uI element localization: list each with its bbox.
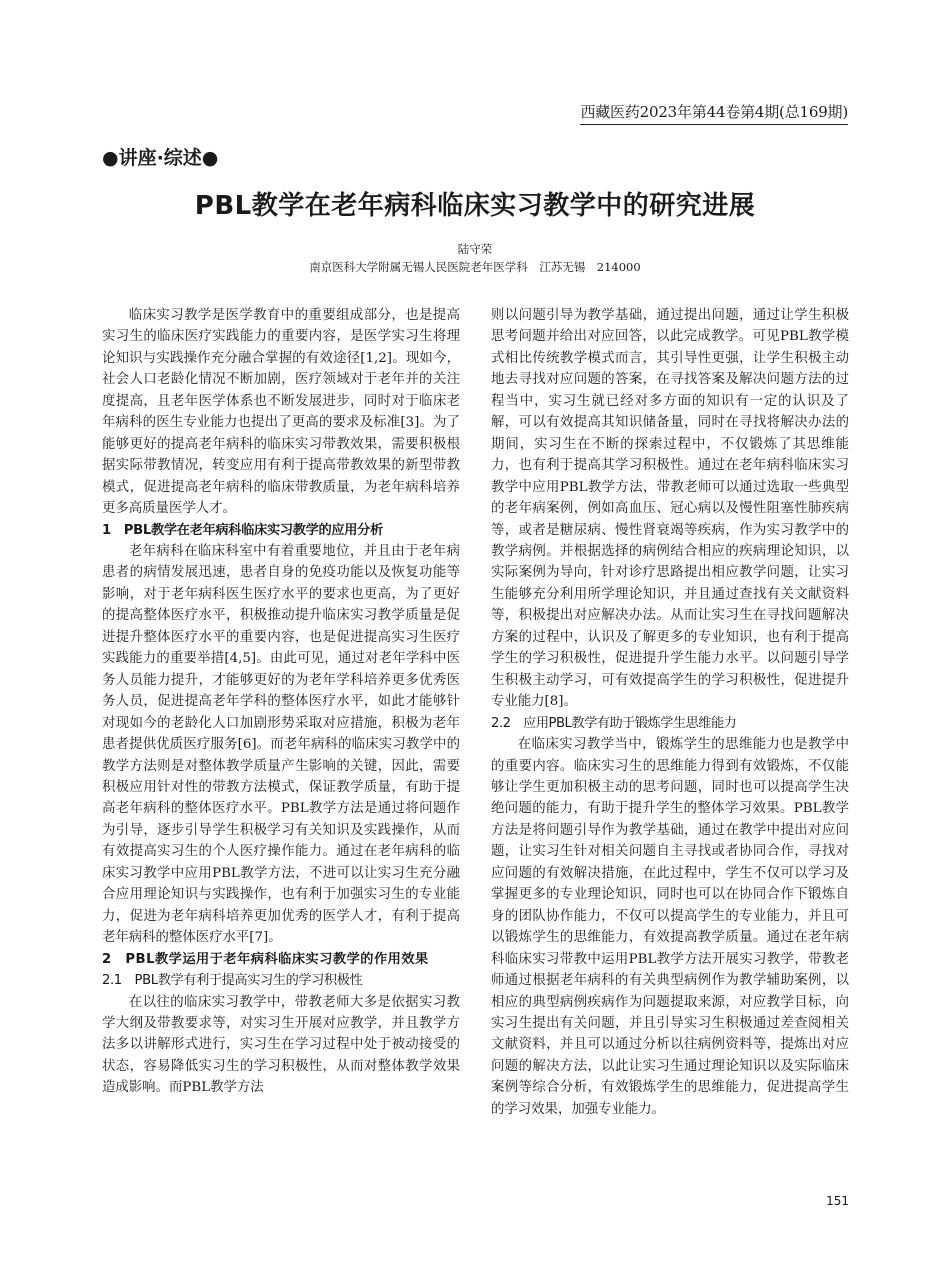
article-affiliation: 南京医科大学附属无锡人民医院老年医学科 江苏无锡 214000	[309, 260, 641, 274]
column-tag: ●讲座·综述●	[102, 147, 219, 169]
section-2-2-heading: 2.2 应用PBL教学有助于锻炼学生思维能力	[491, 715, 737, 731]
section-2-1-continued-paragraph: 则以问题引导为教学基础，通过提出问题，通过让学生积极思考问题并给出对应回答，以此完成教学。可见PBL教学模式相比传统教学模式而言，其引导性更强，让学生积极主动地去寻找对应问题的答案，在寻找答案及解决问题方法的过程当中，实习生就已经对多方面的知识有一定的认识及了解，可以有效提高其知识储备量，同时在寻找将解决办法的期间，实习生在不断的探索过程中，不仅锻炼了其思维能力，也有利于提高其学习积极性。通过在老年病科临床实习教学中应用PBL教学方法，带教老师可以通过选取一些典型的老年病案例，例如高血压、冠心病以及慢性阻塞性肺疾病等，或者是糖尿病、慢性肾衰竭等疾病，作为实习教学中的教学病例。并根据选择的病例结合相应的疾病理论知识，以实际案例为导向，针对诊疗思路提出相应教学问题，让实习生能够充分利用所学理论知识，并且通过查找有关文献资料等，积极提出对应解决办法。从而让实习生在寻找问题解决方案的过程中，认识及了解更多的专业知识，也有利于提高学生的学习积极性，促进提升学生能力水平。以问题引导学生积极主动学习，可有效提高学生的学习积极性，促进提升专业能力[8]。	[491, 308, 849, 710]
page-number: 151	[826, 1194, 849, 1208]
intro-paragraph: 临床实习教学是医学教育中的重要组成部分，也是提高实习生的临床医疗实践能力的重要内容，是医学实习生将理论知识与实践操作充分融合掌握的有效途径[1,2]。现如今，社会人口老龄化情况不断加剧，医疗领域对于老年并的关注度提高，且老年医学体系也不断发展进步，同时对于临床老年病科的医生专业能力也提出了更高的要求及标准[3]。为了能够更好的提高老年病科的临床实习带教效果，需要积极根据实际带教情况，转变应用有利于提高带教效果的新型带教模式，促进提高老年病科的临床带教质量，为老年病科培养更多高质量医学人才。	[102, 308, 460, 517]
section-1-heading: 1 PBL教学在老年病科临床实习教学的应用分析	[102, 522, 383, 538]
right-column	[491, 305, 849, 1120]
left-column	[102, 305, 460, 1099]
article-title: PBL教学在老年病科临床实习教学中的研究进展	[194, 191, 756, 221]
section-1-paragraph: 老年病科在临床科室中有着重要地位，并且由于老年病患者的病情发展迅速，患者自身的免疫功能以及恢复功能等影响，对于老年病科医生医疗水平的要求也更高，为了更好的提高整体医疗水平，积极推动提升临床实习教学质量是促进提升整体医疗水平的重要内容，也是促进提高实习生医疗实践能力的重要举措[4,5]。由此可见，通过对老年学科中医务人员能力提升，才能够更好的为老年学科培养更多优秀医务人员，促进提高老年学科的整体医疗水平，如此才能够针对现如今的老龄化人口加剧形势采取对应措施，积极为老年患者提供优质医疗服务[6]。而老年病科的临床实习教学中的教学方法则是对整体教学质量产生影响的关键，因此，需要积极应用针对性的带教方法模式，保证教学质量，有助于提高老年病科的整体医疗水平。PBL教学方法是通过将问题作为引导，逐步引导学生积极学习有关知识及实践操作，从而有效提高实习生的个人医疗操作能力。通过在老年病科的临床实习教学中应用PBL教学方法，不进可以让实习生充分融合应用理论知识与实践操作，也有利于加强实习生的专业能力，促进为老年病科培养更加优秀的医学人才，有利于提高老年病科的整体医疗水平[7]。	[102, 543, 460, 946]
section-2-2-paragraph: 在临床实习教学当中，锻炼学生的思维能力也是教学中的重要内容。临床实习生的思维能力得到有效锻炼，不仅能够让学生更加积极主动的思考问题，同时也可以提高学生决绝问题的能力，有助于提升学生的整体学习效果。PBL教学方法是将问题引导作为教学基础，通过在教学中提出对应问题，让实习生针对相关问题自主寻找或者协同合作，寻找对应问题的有效解决措施，在此过程中，学生不仅可以学习及掌握更多的专业理论知识，同时也可以在协同合作下锻炼自身的团队协作能力，不仅可以提高学生的专业能力，并且可以锻炼学生的思维能力，有效提高教学质量。通过在老年病科临床实习带教中运用PBL教学方法开展实习教学，带教老师通过根据老年病科的有关典型病例作为教学辅助案例，以相应的典型病例疾病作为问题提取来源，对应教学目标，向实习生提出有关问题，并且引导实习生积极通过差查阅相关文献资料，并且可以通过分析以往病例资料等，提炼出对应问题的解决方法，以此让实习生通过理论知识以及实际临床案例等综合分析，有效锻炼学生的思维能力，促进提高学生的学习效果，加强专业能力。	[491, 737, 849, 1117]
article-author: 陆守荣	[457, 242, 493, 256]
section-2-1-heading: 2.1 PBL教学有利于提高实习生的学习积极性	[102, 973, 363, 989]
journal-header: 西藏医药2023年第44卷第4期(总169期)	[580, 104, 848, 125]
section-2-heading: 2 PBL教学运用于老年病科临床实习教学的作用效果	[102, 951, 429, 967]
section-2-1-paragraph: 在以往的临床实习教学中，带教老师大多是依据实习教学大纲及带教要求等，对实习生开展对应教学，并且教学方法多以讲解形式进行，实习生在学习过程中处于被动接受的状态，容易降低实习生的学习积极性，从而对整体教学效果造成影响。而PBL教学方法	[102, 994, 460, 1096]
